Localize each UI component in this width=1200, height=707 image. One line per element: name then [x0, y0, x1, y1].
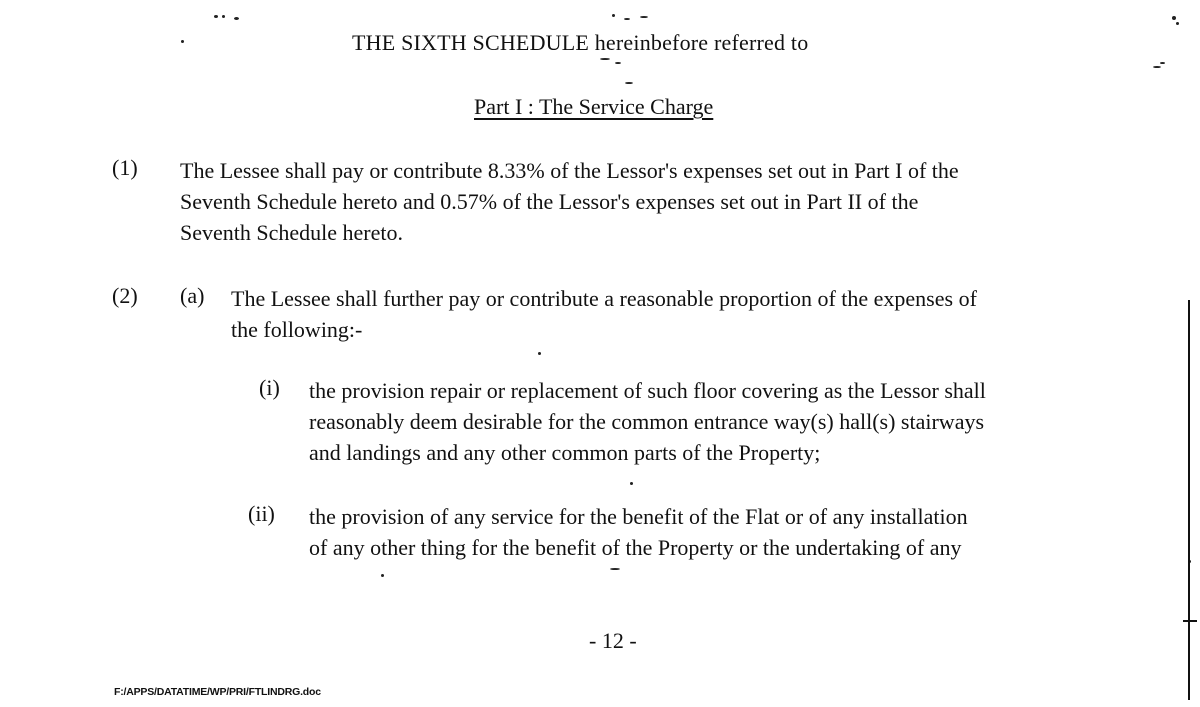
item-i-line: the provision repair or replacement of such floor covering as the Lessor shall	[309, 378, 986, 403]
scan-speck	[1160, 62, 1165, 64]
schedule-title: THE SIXTH SCHEDULE hereinbefore referred to	[352, 30, 809, 55]
scan-speck	[610, 568, 620, 570]
item-i-text	[309, 375, 1122, 468]
scan-speck	[624, 18, 630, 20]
scan-speck	[214, 15, 218, 18]
clause-1-number: (1)	[112, 155, 138, 180]
item-ii-label: (ii)	[248, 501, 275, 526]
scan-speck	[234, 17, 239, 20]
page-number: - 12 -	[589, 628, 637, 653]
item-i-label: (i)	[259, 375, 280, 400]
scan-speck	[600, 58, 610, 60]
scan-speck	[640, 16, 648, 18]
clause-2a-line: The Lessee shall further pay or contribute a reasonable proportion of the expenses of	[231, 286, 977, 311]
scan-speck	[1176, 22, 1179, 25]
item-ii-line: the provision of any service for the benefit of the Flat or of any installation	[309, 504, 968, 529]
scan-speck	[630, 482, 633, 485]
item-i-line: reasonably deem desirable for the common entrance way(s) hall(s) stairways	[309, 409, 985, 434]
clause-2-number: (2)	[112, 283, 138, 308]
page-edge-line	[1188, 300, 1190, 700]
scan-speck	[181, 40, 184, 43]
clause-2a-line: the following:-	[231, 317, 363, 342]
scan-speck	[625, 82, 633, 84]
scan-speck	[538, 352, 541, 355]
clause-2a-label: (a)	[180, 283, 205, 308]
scan-speck	[381, 574, 384, 577]
page-edge-tick	[1183, 620, 1197, 622]
item-ii-line: of any other thing for the benefit of the Property or the undertaking of any	[309, 535, 962, 560]
scan-speck	[1172, 16, 1176, 20]
clause-1-line: The Lessee shall pay or contribute 8.33% of the Lessor's expenses set out in Part I of the	[180, 158, 959, 183]
item-i-line: and landings and any other common parts of the Property;	[309, 440, 821, 465]
clause-1-line: Seventh Schedule hereto and 0.57% of the Lessor's expenses set out in Part II of the	[180, 189, 919, 214]
scan-speck	[222, 15, 225, 18]
clause-1-line: Seventh Schedule hereto.	[180, 220, 403, 245]
clause-1-text	[180, 155, 1122, 248]
scan-speck	[612, 14, 615, 17]
scan-speck	[615, 62, 621, 64]
scan-speck	[1153, 66, 1161, 68]
clause-2a-text	[231, 283, 1122, 345]
footer-file-path: F:/APPS/DATATIME/WP/PRI/FTLINDRG.doc	[114, 686, 321, 698]
part-heading: Part I : The Service Charge	[474, 94, 714, 119]
item-ii-text	[309, 501, 1122, 563]
